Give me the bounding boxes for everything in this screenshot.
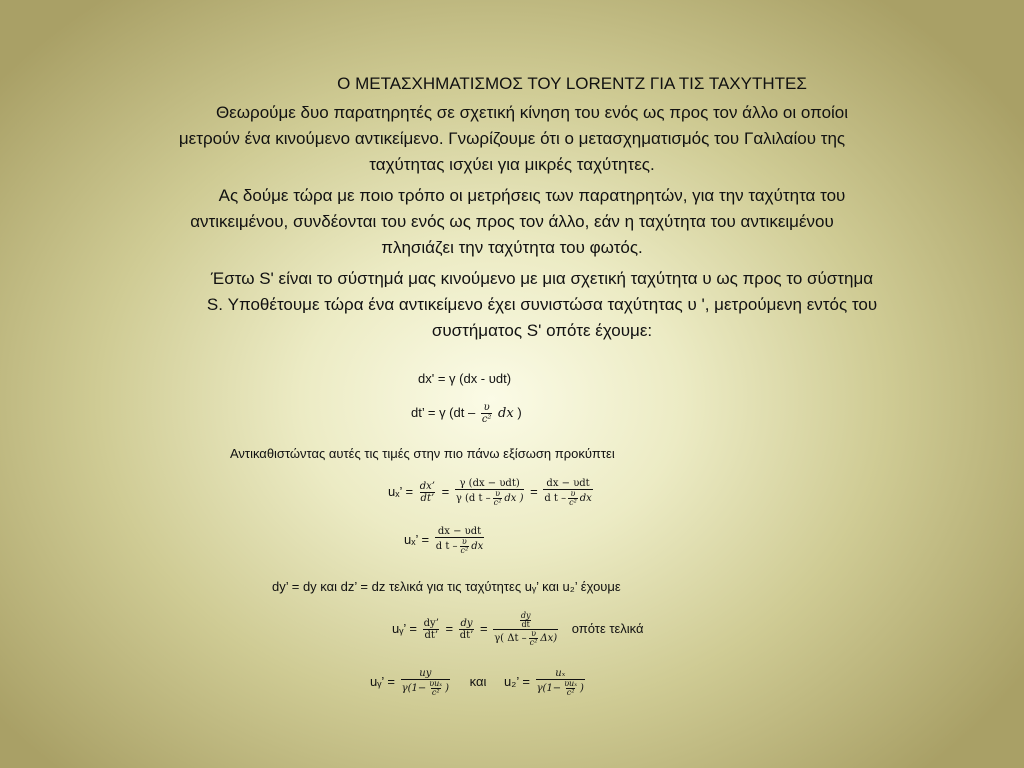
- eq7-vux-c2: [428, 680, 443, 697]
- eq3-f3-v-c2: [568, 490, 578, 507]
- eq7-vux-c2-2: [563, 680, 578, 697]
- eq7-den-a: γ(1−: [401, 683, 427, 695]
- eq6-equals-1: =: [445, 620, 454, 636]
- eq6-f1-den: dt’: [424, 630, 439, 641]
- eq7-inner-num: υuₓ: [429, 679, 443, 688]
- eq3-f1-den: dt’: [420, 493, 435, 504]
- eq3-f3-den-b: dx: [579, 493, 592, 504]
- eq4-num: dx − υdt: [437, 526, 482, 537]
- paragraph-3-line-1: Έστω S' είναι το σύστημά μας κινούμενο με μια σχετική ταχύτητα υ ως προς το σύστημα: [210, 269, 874, 288]
- eq4-c2: c²: [460, 546, 469, 555]
- eq2-den: c²: [481, 414, 492, 425]
- paragraph-2-line-3: πλησιάζει την ταχύτητα του φωτός.: [381, 238, 643, 257]
- eq6-f3-den: [493, 629, 558, 647]
- eq6-f1-num: dy’: [423, 618, 439, 629]
- eq6-fraction-3: [493, 612, 558, 647]
- eq2-dx: dx: [498, 405, 514, 421]
- eq7-lhs: uᵧ’ =: [370, 673, 396, 689]
- paragraph-1-line-2: μετρούν ένα κινούμενο αντικείμενο. Γνωρίζουμε ότι ο μετασχηματισμός του Γαλιλαίου της: [178, 129, 846, 148]
- eq2-num: υ: [483, 402, 490, 413]
- paragraph-2-line-1: Ας δούμε τώρα με ποιο τρόπο οι μετρήσεις των παρατηρητών, για την ταχύτητα του: [218, 186, 846, 205]
- eq3-equals-1: =: [441, 483, 450, 499]
- eq2-close: ): [517, 404, 522, 420]
- eq6-f3-inner-den: dt: [521, 620, 530, 629]
- paragraph-3: [62, 266, 1022, 344]
- equation-ux-full: [388, 478, 595, 507]
- eq3-f2-v-c2: [493, 490, 503, 507]
- eq3-equals-2: =: [530, 483, 538, 499]
- eq6-f3-den-a: γ( Δt –: [494, 633, 527, 644]
- paragraph-1-line-3: ταχύτητας ισχύει για μικρές ταχύτητες.: [369, 155, 655, 174]
- paragraph-3-line-3: συστήματος S' οπότε έχουμε:: [431, 321, 653, 340]
- eq6-dy-dt: [520, 612, 532, 629]
- eq7-den: [401, 679, 450, 697]
- eq3-lhs: uₓ’ =: [388, 483, 414, 499]
- eq7-uy-fraction: [401, 668, 450, 697]
- equation-dt-prime: [411, 402, 522, 425]
- eq6-fraction-1: [423, 618, 440, 641]
- eq4-fraction: [435, 526, 485, 555]
- eq3-f3-den-a: d t –: [544, 493, 567, 504]
- paragraph-2: [60, 183, 964, 261]
- eq3-f2-den-b: dx ): [504, 493, 524, 504]
- eq7-den2-b: ): [580, 683, 584, 695]
- eq7-inner-den: c²: [431, 688, 440, 697]
- eq6-c2: c²: [529, 638, 538, 647]
- eq6-v: υ: [531, 629, 536, 638]
- eq7-inner-den2: c²: [566, 688, 575, 697]
- paragraph-1: [60, 100, 964, 178]
- paragraph-1-line-1: Θεωρούμε δυο παρατηρητές σε σχετική κίνηση του ενός ως προς τον άλλο οι οποίοι: [215, 103, 849, 122]
- eq3-fraction-2: [455, 478, 525, 507]
- eq3-f2-den-a: γ (d t –: [455, 493, 491, 504]
- eq3-f3-c2: c²: [569, 498, 577, 507]
- eq4-den: [435, 537, 485, 555]
- eq7-den-b: ): [445, 683, 450, 695]
- equation-dx-prime: dx' = γ (dx - υdt): [418, 371, 512, 386]
- eq3-fraction-1: [419, 481, 436, 504]
- eq6-f3-den-b: Δx): [540, 633, 558, 644]
- equation-uy-derivation: [392, 612, 644, 647]
- eq7-den2-a: γ(1−: [536, 683, 562, 695]
- eq6-f2-den: dt’: [459, 630, 474, 641]
- eq7-inner-num2: υuₓ: [564, 679, 578, 688]
- equation-uy-uz-final: [370, 668, 587, 697]
- eq3-f2-den: [455, 489, 525, 507]
- paragraph-2-line-2: αντικειμένου, συνδέονται του ενός ως προς τον άλλο, εάν η ταχύτητα του αντικειμένου: [190, 212, 834, 231]
- slide-title: Ο ΜΕΤΑΣΧΗΜΑΤΙΣΜΟΣ ΤΟΥ LORENTZ ΓΙΑ ΤΙΣ ΤΑΧΥΤΗΤΕΣ: [337, 74, 807, 93]
- paragraph-3-line-2: S. Υποθέτουμε τώρα ένα αντικείμενο έχει συνιστώσα ταχύτητας υ ', μετρούμενη εντός του: [206, 295, 878, 314]
- equation-ux-final: [404, 526, 486, 555]
- eq3-f2-num: γ (dx − υdt): [459, 478, 520, 489]
- eq4-v-c2: [460, 538, 470, 555]
- eq6-tail: οπότε τελικά: [571, 620, 644, 636]
- eq3-f1-num: dx’: [419, 481, 435, 492]
- eq6-fraction-2: [459, 618, 475, 641]
- eq6-f3-inner-num: dy: [520, 611, 531, 620]
- eq7-and: και: [469, 673, 487, 689]
- eq3-f3-v: υ: [570, 489, 576, 498]
- eq3-f2-v: υ: [495, 489, 500, 498]
- eq6-f2-num: dy: [460, 618, 473, 629]
- eq4-den-a: d t –: [435, 541, 458, 552]
- eq3-f2-c2: c²: [493, 498, 502, 507]
- eq7-lhs2: u₂’ =: [504, 673, 530, 689]
- eq7-num2: uₓ: [555, 668, 566, 679]
- eq7-uz-fraction: [536, 668, 585, 697]
- v-over-c2-fraction: [481, 402, 493, 425]
- eq7-den2: [536, 679, 585, 697]
- eq4-den-b: dx: [471, 541, 484, 552]
- dy-dz-text: dy’ = dy και dz’ = dz τελικά για τις ταχύτητες uᵧ’ και u₂’ έχουμε: [272, 579, 621, 594]
- eq3-f3-den: [543, 489, 593, 507]
- eq2-lhs: dt’ = γ (dt –: [411, 404, 476, 420]
- eq6-lhs: uᵧ’ =: [392, 620, 418, 636]
- eq7-num: uy: [419, 668, 432, 679]
- eq6-f3-num: [517, 612, 535, 629]
- eq3-fraction-3: [543, 478, 593, 507]
- eq4-lhs: uₓ’ =: [404, 531, 430, 547]
- eq6-v-c2: [529, 630, 539, 647]
- eq6-equals-2: =: [479, 620, 488, 636]
- substitution-text: Αντικαθιστώντας αυτές τις τιμές στην πιο πάνω εξίσωση προκύπτει: [230, 446, 615, 461]
- eq4-v: υ: [461, 537, 467, 546]
- eq3-f3-num: dx − υdt: [546, 478, 590, 489]
